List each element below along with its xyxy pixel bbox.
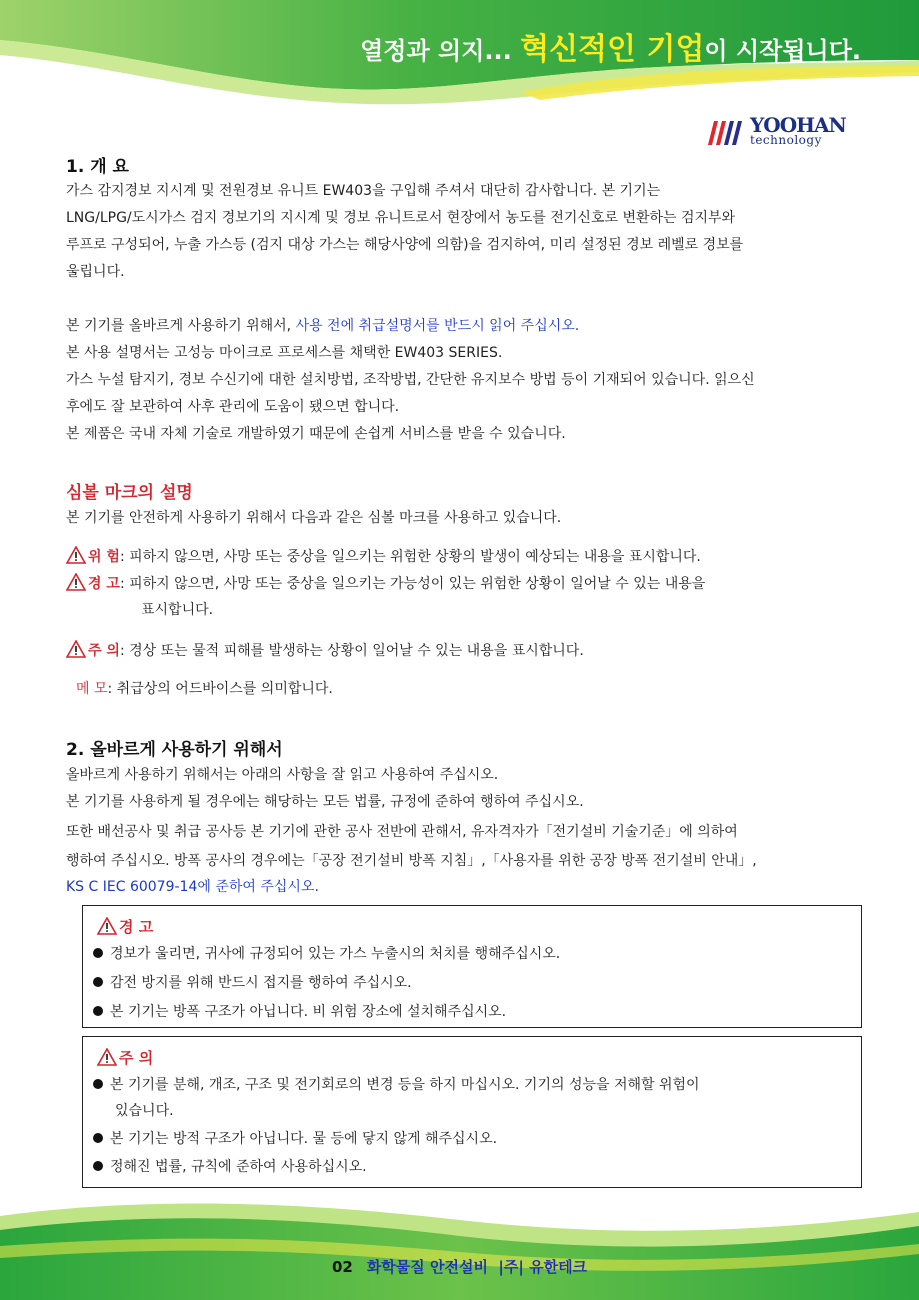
list-item: 본 기기는 방폭 구조가 아닙니다. 비 위험 장소에 설치해주십시오.: [93, 1002, 506, 1022]
list-item: 본 기기를 분해, 개조, 구조 및 전기회로의 변경 등을 하지 마십시오. 기기의 성능을 저해할 위험이: [93, 1075, 700, 1095]
caution-label: 주 의: [88, 643, 120, 659]
overview-line: 본 제품은 국내 자체 기술로 개발하였기 때문에 손쉽게 서비스를 받을 수 있습니다.: [66, 426, 566, 442]
section1-heading: 1. 개 요: [66, 157, 129, 177]
list-item-cont: 있습니다.: [115, 1103, 174, 1119]
logo-stripes-icon: [706, 119, 748, 145]
standard-reference: KS C IEC 60079-14에 준하여 주십시오.: [66, 879, 319, 895]
list-item: 경보가 울리면, 귀사에 규정되어 있는 가스 누출시의 처치를 행해주십시오.: [93, 944, 560, 964]
warning-symbol-row: [66, 573, 705, 594]
section2-heading: 2. 올바르게 사용하기 위해서: [66, 740, 283, 760]
warning-text: : 피하지 않으면, 사망 또는 중상을 일으키는 가능성이 있는 위험한 상황이 일어날 수 있는 내용을: [119, 576, 706, 592]
warning-label: 경 고: [88, 576, 120, 592]
danger-label: 위 험: [88, 549, 120, 565]
footer-text: [0, 1256, 919, 1277]
symbols-heading: 심볼 마크의 설명: [66, 483, 193, 503]
read-manual-line: 본 기기를 올바르게 사용하기 위해서, 사용 전에 취급설명서를 반드시 읽어 주십시오.: [66, 318, 580, 334]
overview-line: 울립니다.: [66, 264, 125, 280]
list-item: 감전 방지를 위해 반드시 접지를 행하여 주십시오.: [93, 973, 412, 993]
company-logo: [706, 113, 852, 149]
warning-triangle-icon: [66, 573, 86, 591]
list-item: 본 기기는 방적 구조가 아닙니다. 물 등에 닿지 않게 해주십시오.: [93, 1129, 497, 1149]
overview-line: 루프로 구성되어, 누출 가스등 (검지 대상 가스는 해당사양에 의함)을 검지하여, 미리 설정된 경보 레벨로 경보를: [66, 237, 744, 253]
caution-box: [82, 1036, 862, 1188]
warning-box: [82, 905, 862, 1028]
page-number: 02: [331, 1258, 353, 1276]
warning-text-cont: 표시합니다.: [141, 602, 214, 618]
danger-symbol-row: [66, 546, 701, 567]
caution-text: : 경상 또는 물적 피해를 발생하는 상황이 일어날 수 있는 내용을 표시합니다.: [119, 643, 584, 659]
danger-text: : 피하지 않으면, 사망 또는 중상을 일으키는 위험한 상황의 발생이 예상되는 내용을 표시합니다.: [119, 549, 701, 565]
footer-banner: [0, 1196, 919, 1300]
warning-triangle-icon: [66, 546, 86, 564]
overview-line: 가스 누설 탐지기, 경보 수신기에 대한 설치방법, 조작방법, 간단한 유지보수 방법 등이 기재되어 있습니다. 읽으신: [66, 372, 755, 388]
symbols-intro: 본 기기를 안전하게 사용하기 위해서 다음과 같은 심볼 마크를 사용하고 있습니다.: [66, 510, 562, 526]
memo-symbol-row: [76, 679, 333, 699]
memo-text: : 취급상의 어드바이스를 의미합니다.: [107, 681, 333, 697]
logo-subtitle: technology: [750, 133, 822, 147]
caution-symbol-row: [66, 640, 584, 661]
warning-triangle-icon: [66, 640, 86, 658]
caution-box-title: 주 의: [97, 1047, 153, 1068]
warning-box-title: 경 고: [97, 916, 153, 937]
footer-company: |주| 유한테크: [498, 1258, 588, 1276]
usage-line: 행하여 주십시오. 방폭 공사의 경우에는「공장 전기설비 방폭 지침」,「사용자를 위한 공장 방폭 전기설비 안내」,: [66, 853, 757, 869]
overview-line: 후에도 잘 보관하여 사후 관리에 도움이 됐으면 합니다.: [66, 399, 400, 415]
header-slogan: 열정과 의지... 혁신적인 기업이 시작됩니다.: [360, 32, 861, 67]
overview-line: 가스 감지경보 지시계 및 전원경보 유니트 EW403을 구입해 주셔서 대단히 감사합니다. 본 기기는: [66, 183, 661, 199]
slogan-highlight: 혁신적인 기업: [520, 32, 705, 67]
warning-triangle-icon: [97, 1048, 117, 1066]
usage-line: 또한 배선공사 및 취급 공사등 본 기기에 관한 공사 전반에 관해서, 유자격자가「전기설비 기술기준」에 의하여: [66, 824, 738, 840]
read-manual-emphasis: 사용 전에 취급설명서를 반드시 읽어 주십시오.: [295, 318, 580, 334]
memo-label: 메 모: [76, 681, 108, 697]
usage-line: 올바르게 사용하기 위해서는 아래의 사항을 잘 읽고 사용하여 주십시오.: [66, 767, 499, 783]
overview-line: LNG/LPG/도시가스 검지 경보기의 지시계 및 경보 유니트로서 현장에서 농도를 전기신호로 변환하는 검지부와: [66, 210, 736, 226]
usage-line: 본 기기를 사용하게 될 경우에는 해당하는 모든 법률, 규정에 준하여 행하여 주십시오.: [66, 794, 584, 810]
logo-word: YOOHAN: [750, 113, 846, 137]
warning-triangle-icon: [97, 917, 117, 935]
list-item: 정해진 법률, 규칙에 준하여 사용하십시오.: [93, 1157, 367, 1177]
overview-line: 본 사용 설명서는 고성능 마이크로 프로세스를 채택한 EW403 SERIES.: [66, 345, 503, 361]
footer-category: 화학물질 안전설비: [366, 1258, 488, 1276]
